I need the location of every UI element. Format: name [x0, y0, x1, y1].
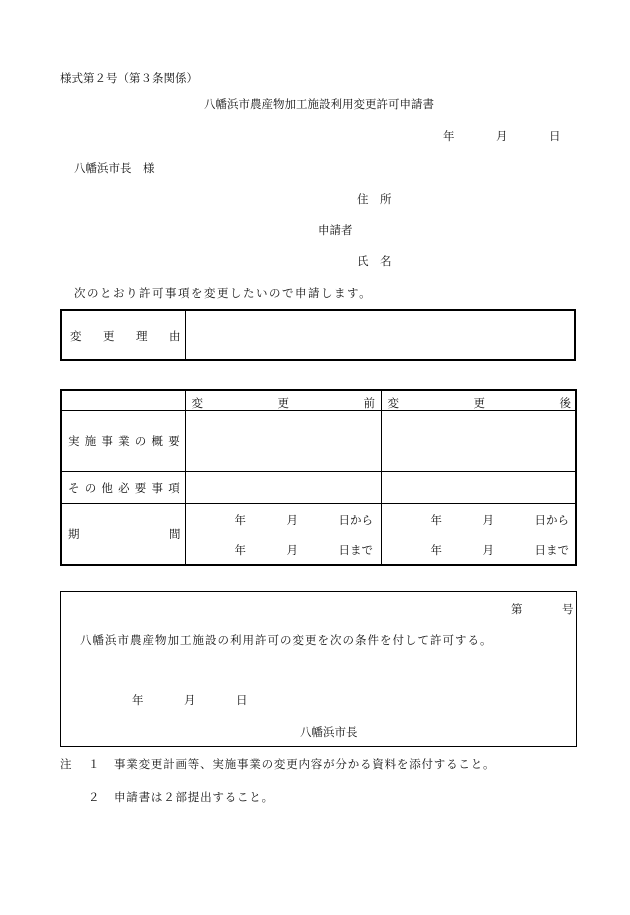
- change-reason-box: [60, 309, 576, 361]
- approval-date-day: 日: [236, 693, 248, 707]
- form-number: 様式第２号（第３条関係）: [60, 71, 198, 85]
- table-row: [61, 472, 576, 503]
- table-row: [61, 503, 576, 565]
- table-header-row: [61, 390, 576, 410]
- note-text: 事業変更計画等、実施事業の変更内容が分かる資料を添付すること。: [114, 757, 496, 771]
- approval-number-go: 号: [562, 602, 574, 616]
- reason-char: 由: [169, 329, 181, 343]
- approval-statement: 八幡浜市農産物加工施設の利用許可の変更を次の条件を付して許可する。: [80, 633, 493, 647]
- intro-text: 次のとおり許可事項を変更したいので申請します。: [74, 286, 373, 300]
- period-before-field[interactable]: 年 月 日から 年 月 日まで: [185, 503, 381, 565]
- approval-date-month: 月: [184, 693, 196, 707]
- applicant-label: 申請者: [318, 223, 353, 237]
- period-label: 期 間: [61, 503, 185, 565]
- note-text: 申請書は２部提出すること。: [114, 790, 274, 804]
- other-before-field[interactable]: [185, 472, 381, 503]
- header-before: 変 更 前: [185, 390, 381, 410]
- change-reason-label: [62, 311, 186, 359]
- page-title: 八幡浜市農産物加工施設利用変更許可申請書: [204, 97, 434, 111]
- date-year: 年: [443, 129, 455, 143]
- approval-number-dai: 第: [511, 602, 523, 616]
- approval-box: [60, 591, 577, 747]
- reason-char: 理: [136, 329, 148, 343]
- other-label: その他必要事項: [61, 472, 185, 503]
- date-day: 日: [549, 129, 561, 143]
- header-empty-cell: [61, 390, 185, 410]
- change-reason-field[interactable]: [186, 311, 576, 359]
- overview-after-field[interactable]: [381, 410, 576, 472]
- notes-prefix: 注: [60, 757, 72, 771]
- addressee: 八幡浜市長 様: [74, 161, 155, 175]
- note-number: １: [88, 757, 100, 771]
- header-after: 変 更 後: [381, 390, 576, 410]
- period-after-field[interactable]: 年 月 日から 年 月 日まで: [381, 503, 576, 565]
- table-row: [61, 410, 576, 472]
- date-month: 月: [496, 129, 508, 143]
- name-label: 氏 名: [357, 254, 392, 268]
- note-number: ２: [88, 790, 100, 804]
- approval-issuer: 八幡浜市長: [300, 725, 358, 739]
- overview-before-field[interactable]: [185, 410, 381, 472]
- approval-date-year: 年: [132, 693, 144, 707]
- address-label: 住 所: [357, 192, 392, 206]
- reason-char: 変: [70, 329, 82, 343]
- other-after-field[interactable]: [381, 472, 576, 503]
- reason-char: 更: [103, 329, 115, 343]
- overview-label: 実施事業の概要: [61, 410, 185, 472]
- change-details-table: [60, 389, 577, 566]
